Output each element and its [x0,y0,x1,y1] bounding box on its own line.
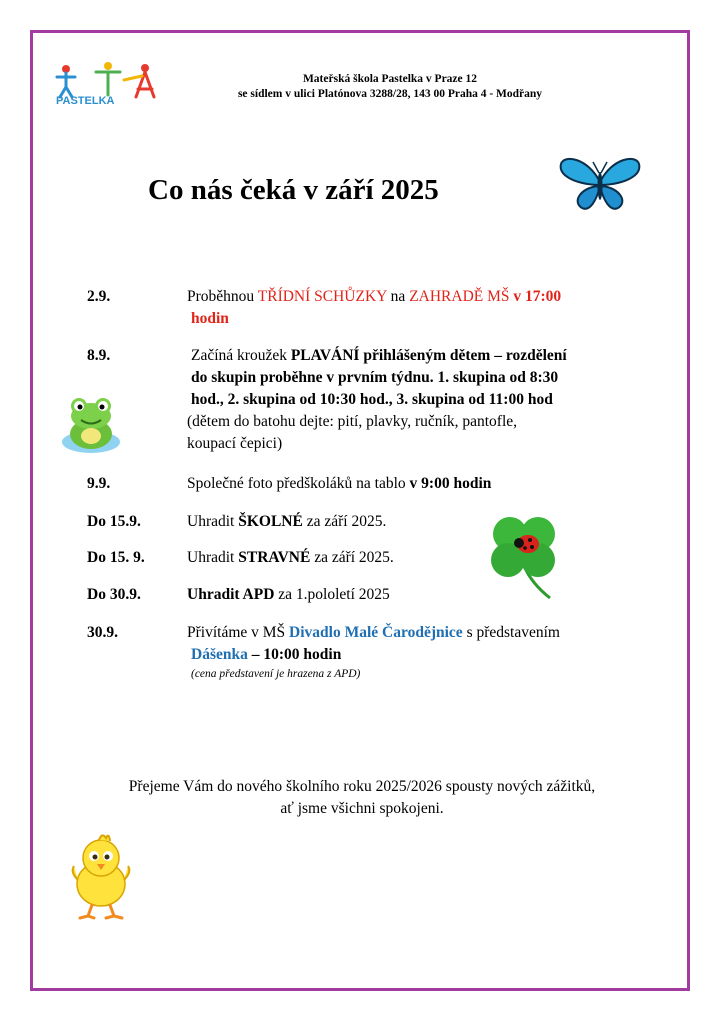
event-text-part: hod., 2. skupina od 10:30 hod., 3. skupina od 11:00 hod [191,391,553,408]
page-title: Co nás čeká v září 2025 [148,174,439,206]
event-text-part: Uhradit [187,549,239,566]
event-date: Do 30.9. [87,586,141,603]
event-text [187,511,657,533]
event-highlight: Uhradit APD [187,586,275,603]
pastelka-logo [52,60,162,105]
event-highlight: STRAVNÉ [238,549,311,566]
event-text-part: koupací čepici) [187,435,283,452]
event-highlight: Divadlo Malé Čarodějnice [289,624,463,641]
event-text-part: za září 2025. [310,549,394,566]
event-text-part: Proběhnou [187,288,258,305]
event-text-part: za 1.pololetí 2025 [274,586,390,603]
event-time: v 17:00 [509,288,562,305]
event-date: 30.9. [87,624,118,641]
event-text-part: Začíná kroužek [191,347,291,364]
chick-icon [66,832,136,922]
event-text [187,584,657,606]
school-header [180,72,600,102]
butterfly-icon [558,154,642,214]
event-date: Do 15.9. [87,513,141,530]
event-text-part: (dětem do batohu dejte: pití, plavky, ručník, pantofle, [187,413,518,430]
event-highlight: ŠKOLNÉ [238,513,303,530]
event-text-part: za září 2025. [302,513,387,530]
event-text [187,345,657,455]
event-date: 9.9. [87,475,111,492]
event-time: v 9:00 hodin [409,475,492,492]
event-text [187,547,657,569]
event-date: Do 15. 9. [87,549,145,566]
event-text-part: do skupin proběhne v prvním týdnu. 1. skupina od 8:30 [191,369,559,386]
event-text-part: s představením [462,624,560,641]
event-text [187,286,657,330]
event-time: hodin [191,310,229,327]
event-highlight: PLAVÁNÍ přihlášeným dětem – rozdělení [290,347,567,364]
school-name: Mateřská škola Pastelka v Praze 12 [302,73,478,85]
closing-message [60,776,664,820]
event-highlight: ZAHRADĚ MŠ [409,288,510,305]
frog-icon [60,390,122,456]
event-highlight: TŘÍDNÍ SCHŮZKY [257,288,387,305]
school-address: se sídlem v ulici Platónova 3288/28, 143 00 Praha 4 - Modřany [237,88,543,100]
event-time: – 10:00 hodin [247,646,342,663]
event-text-part: Společné foto předškoláků na tablo [187,475,410,492]
event-text [187,622,657,682]
closing-line-1: Přejeme Vám do nového školního roku 2025/2026 spousty nových zážitků, [128,778,596,795]
event-date: 8.9. [87,347,111,364]
event-text [187,473,657,495]
logo-text: PASTELKA [56,95,115,105]
event-highlight: Dášenka [191,646,248,663]
event-note: (cena představení je hrazena z APD) [191,668,361,680]
closing-line-2: ať jsme všichni spokojeni. [280,800,444,817]
event-date: 2.9. [87,288,111,305]
event-text-part: Uhradit [187,513,239,530]
event-text-part: Přivítáme v MŠ [187,624,290,641]
event-text-part: na [386,288,410,305]
